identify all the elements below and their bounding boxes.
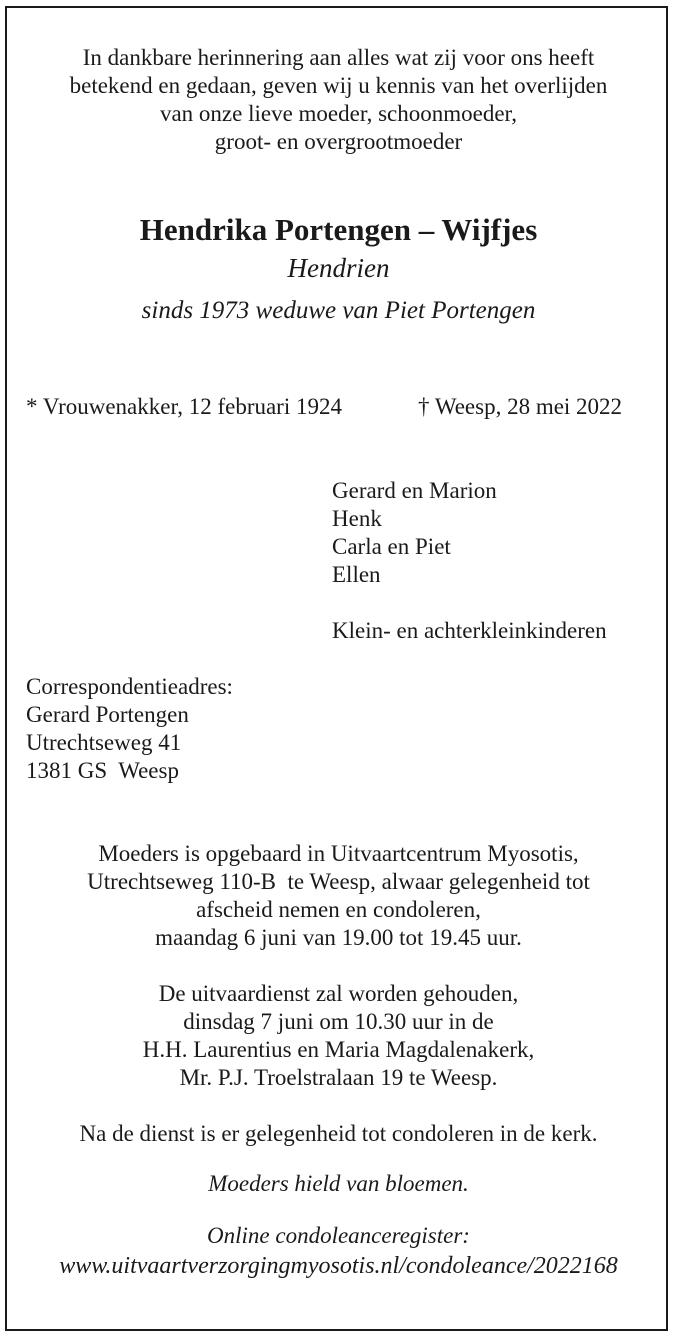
intro-line: groot- en overgrootmoeder (214, 129, 463, 154)
intro-line: betekend en gedaan, geven wij u kennis van het overlijden (69, 73, 608, 98)
viewing-line: Utrechtseweg 110-B te Weesp, alwaar gelegenheid tot (87, 869, 590, 894)
widow-line: sinds 1973 weduwe van Piet Portengen (141, 297, 536, 324)
service-line: Mr. P.J. Troelstralaan 19 te Weesp. (179, 1065, 498, 1090)
service-line: dinsdag 7 juni om 10.30 uur in de (183, 1009, 494, 1034)
service-line: De uitvaardienst zal worden gehouden, (158, 981, 519, 1006)
correspondence-line: Gerard Portengen (26, 702, 189, 727)
flowers-note: Moeders hield van bloemen. (208, 1171, 469, 1196)
death-date: † Weesp, 28 mei 2022 (418, 394, 623, 419)
deceased-nickname: Hendrien (287, 253, 390, 283)
birth-date: * Vrouwenakker, 12 februari 1924 (26, 394, 342, 419)
viewing-line: maandag 6 juni van 19.00 tot 19.45 uur. (155, 925, 522, 950)
viewing-line: afscheid nemen en condoleren, (196, 897, 481, 922)
correspondence-heading: Correspondentieadres: (26, 674, 233, 699)
intro-line: In dankbare herinnering aan alles wat zij voor ons heeft (82, 45, 595, 70)
condolence-note: Na de dienst is er gelegenheid tot condoleren in de kerk. (79, 1121, 598, 1146)
family-grandchildren: Klein- en achterkleinkinderen (332, 618, 607, 643)
family-member: Ellen (332, 562, 381, 587)
deceased-name: Hendrika Portengen – Wijfjes (139, 212, 538, 247)
intro-line: van onze lieve moeder, schoonmoeder, (159, 101, 518, 126)
online-register-label: Online condoleanceregister: (207, 1223, 470, 1248)
family-member: Henk (332, 506, 382, 531)
online-register-url[interactable]: www.uitvaartverzorgingmyosotis.nl/condoleance/2022168 (59, 1253, 618, 1279)
family-member: Gerard en Marion (332, 478, 497, 503)
correspondence-line: Utrechtseweg 41 (26, 730, 182, 755)
family-member: Carla en Piet (332, 534, 451, 559)
correspondence-line: 1381 GS Weesp (26, 758, 179, 783)
service-line: H.H. Laurentius en Maria Magdalenakerk, (142, 1037, 535, 1062)
viewing-line: Moeders is opgebaard in Uitvaartcentrum Myosotis, (98, 841, 579, 866)
